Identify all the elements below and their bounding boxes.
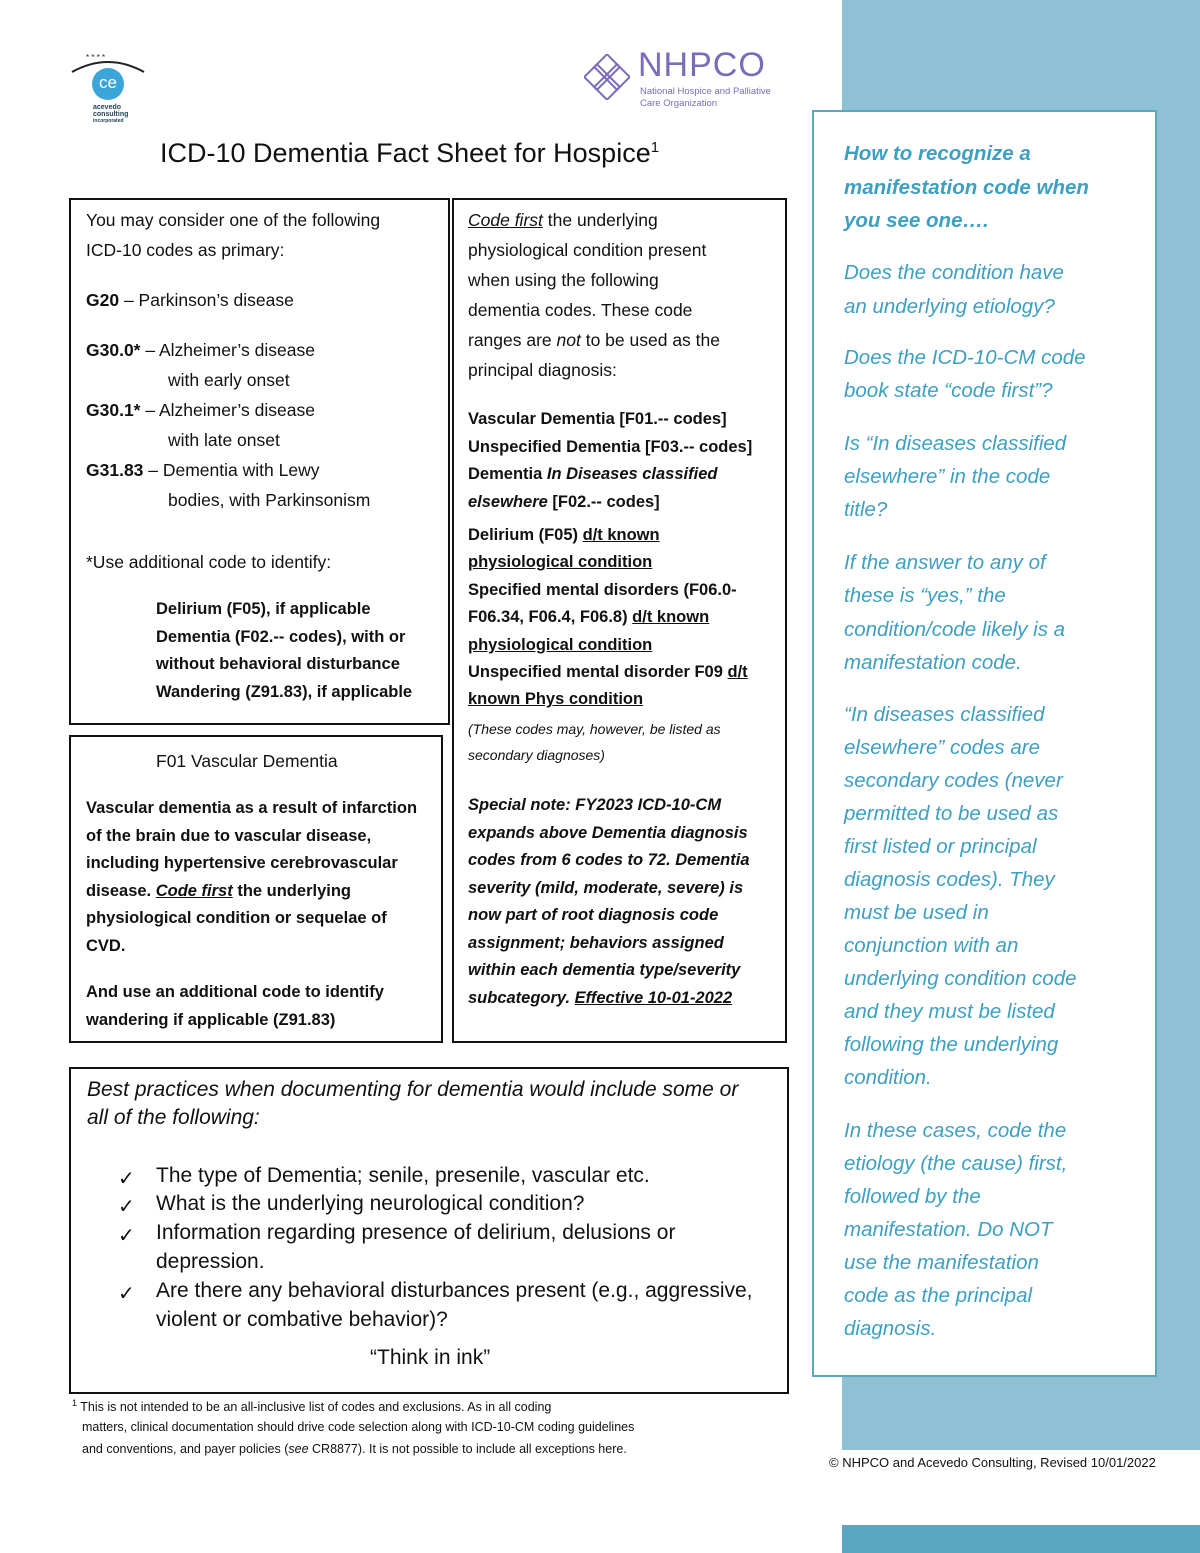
sidebar-q3a: Is “In diseases classified — [844, 432, 1067, 455]
primary-intro-1: You may consider one of the following — [86, 210, 381, 230]
footnote-line-2: matters, clinical documentation should drive code selection along with ICD-10-CM coding guidelines — [82, 1420, 635, 1434]
sidebar-e8: conjunction with an — [844, 934, 1019, 957]
sidebar-heading-1: How to recognize a — [844, 142, 1031, 165]
additional-wandering: Wandering (Z91.83), if applicable — [156, 683, 413, 701]
sidebar-band-gap — [842, 1495, 1200, 1525]
sidebar-c6: code as the principal — [844, 1284, 1033, 1307]
special-note-4: severity (mild, moderate, severe) is — [468, 879, 744, 897]
special-note-3: codes from 6 codes to 72. Dementia — [468, 851, 750, 869]
footnote-mark: 1 — [72, 1398, 78, 1408]
check-icon: ✓ — [118, 1225, 135, 1247]
sidebar-heading-3: you see one…. — [844, 209, 989, 232]
sidebar-e9: underlying condition code — [844, 967, 1077, 990]
code-g3183-desc: – Dementia with Lewy — [143, 460, 320, 480]
sidebar-e6: diagnosis codes). They — [844, 868, 1055, 891]
primary-codes-box — [69, 198, 450, 725]
sidebar-c7: diagnosis. — [844, 1317, 937, 1340]
vascular-p6: CVD. — [86, 937, 126, 955]
think-in-ink: “Think in ink” — [370, 1346, 491, 1369]
code-first-text-3: when using the following — [468, 270, 659, 290]
sidebar-q2a: Does the ICD-10-CM code — [844, 346, 1086, 369]
special-note-7: within each dementia type/severity — [468, 961, 741, 979]
sidebar-e10: and they must be listed — [844, 1000, 1055, 1023]
code-g301: G30.1* — [86, 400, 141, 420]
sidebar-e2: elsewhere” codes are — [844, 736, 1040, 759]
code-first-text-5c: to be used as the — [580, 330, 720, 350]
footnote-line-3b: see — [288, 1442, 309, 1456]
sidebar-e1: “In diseases classified — [844, 703, 1045, 726]
sidebar-a4: manifestation code. — [844, 651, 1022, 674]
dementia-other-1b: In Diseases classified — [546, 465, 718, 483]
best-practice-item-4a: Are there any behavioral disturbances present (e.g., aggressive, — [156, 1279, 753, 1302]
footnote-line-3c: CR8877). It is not possible to include all exceptions here. — [308, 1442, 627, 1456]
code-g301-desc2: with late onset — [168, 430, 280, 450]
dementia-other-1a: Dementia — [468, 465, 547, 483]
sidebar-band-lower — [842, 1378, 1200, 1450]
code-first-text-1: the underlying — [542, 210, 658, 230]
acevedo-mark: ce — [92, 68, 124, 100]
vascular-p4c: the underlying — [232, 882, 351, 900]
code-first-text-6: principal diagnosis: — [468, 360, 617, 380]
vascular-p2: of the brain due to vascular disease, — [86, 827, 372, 845]
secondary-note-2: secondary diagnoses) — [468, 747, 605, 763]
sidebar-heading-2: manifestation code when — [844, 176, 1089, 199]
additional-dementia: Dementia (F02.-- codes), with or — [156, 628, 406, 646]
sidebar-c3: followed by the — [844, 1185, 981, 1208]
code-g3183: G31.83 — [86, 460, 144, 480]
sidebar-c1: In these cases, code the — [844, 1119, 1067, 1142]
special-note-1: Special note: FY2023 ICD-10-CM — [468, 796, 722, 814]
best-practices-intro-2: all of the following: — [87, 1106, 260, 1129]
special-note-5: now part of root diagnosis code — [468, 906, 719, 924]
sidebar-q1a: Does the condition have — [844, 261, 1064, 284]
sidebar-e12: condition. — [844, 1066, 932, 1089]
nhpco-name: NHPCO — [638, 46, 766, 84]
primary-intro-2: ICD-10 codes as primary: — [86, 240, 285, 260]
unspecified-dementia-range: Unspecified Dementia [F03.-- codes] — [468, 438, 753, 456]
dementia-other-2a: elsewhere — [468, 493, 548, 511]
page-title — [160, 138, 659, 169]
code-first-box — [452, 198, 787, 1043]
check-icon: ✓ — [118, 1196, 135, 1218]
code-g300: G30.0* — [86, 340, 141, 360]
sidebar-a1: If the answer to any of — [844, 551, 1046, 574]
code-g301-desc: – Alzheimer’s disease — [140, 400, 315, 420]
sidebar-c5: use the manifestation — [844, 1251, 1039, 1274]
nhpco-sub2: Care Organization — [640, 98, 718, 109]
vascular-p8: wandering if applicable (Z91.83) — [86, 1011, 336, 1029]
acevedo-logo — [66, 48, 150, 132]
vascular-dementia-box — [69, 735, 443, 1043]
vascular-p3: including hypertensive cerebrovascular — [86, 854, 398, 872]
acevedo-name-2: consulting — [93, 111, 129, 118]
dementia-other-2b: [F02.-- codes] — [547, 493, 660, 511]
nhpco-logo — [584, 46, 804, 112]
svg-text:* * * *: * * * * — [86, 53, 106, 62]
code-g20-desc: – Parkinson’s disease — [119, 290, 294, 310]
code-first-label: Code first — [468, 210, 543, 230]
vascular-p4a: disease. — [86, 882, 156, 900]
best-practice-item-1: The type of Dementia; senile, presenile, vascular etc. — [156, 1164, 650, 1187]
title-footnote-ref: 1 — [650, 139, 660, 156]
sidebar-e5: first listed or principal — [844, 835, 1037, 858]
sidebar-a3: condition/code likely is a — [844, 618, 1066, 641]
best-practice-item-3a: Information regarding presence of delirium, delusions or — [156, 1221, 676, 1244]
delirium-1a: Delirium (F05) — [468, 526, 583, 544]
specified-mental-2b: d/t known — [632, 608, 710, 626]
sidebar-e7: must be used in — [844, 901, 989, 924]
code-first-text-2: physiological condition present — [468, 240, 707, 260]
vascular-code-first: Code first — [155, 882, 233, 900]
vascular-p7: And use an additional code to identify — [86, 983, 384, 1001]
page-title-text: ICD-10 Dementia Fact Sheet for Hospice — [160, 138, 651, 168]
additional-delirium: Delirium (F05), if applicable — [156, 600, 371, 618]
best-practice-item-2: What is the underlying neurological condition? — [156, 1192, 585, 1215]
check-icon: ✓ — [118, 1283, 135, 1305]
vascular-heading: F01 Vascular Dementia — [156, 751, 338, 771]
sidebar-e3: secondary codes (never — [844, 769, 1063, 792]
sidebar-q3b: elsewhere” in the code — [844, 465, 1051, 488]
secondary-note-1: (These codes may, however, be listed as — [468, 721, 721, 737]
code-g300-desc2: with early onset — [168, 370, 290, 390]
sidebar-c4: manifestation. Do NOT — [844, 1218, 1053, 1241]
nhpco-sub1: National Hospice and Palliative — [640, 86, 771, 97]
vascular-dementia-range: Vascular Dementia [F01.-- codes] — [468, 410, 727, 428]
delirium-2: physiological condition — [468, 553, 653, 571]
code-g300-desc: – Alzheimer’s disease — [140, 340, 315, 360]
sidebar-e4: permitted to be used as — [844, 802, 1059, 825]
effective-date: Effective 10-01-2022 — [574, 989, 733, 1007]
check-icon: ✓ — [118, 1168, 135, 1190]
best-practice-item-4b: violent or combative behavior)? — [156, 1308, 448, 1331]
specified-mental-1: Specified mental disorders (F06.0- — [468, 581, 737, 599]
sidebar-band-bottom — [842, 1525, 1200, 1553]
nhpco-flower-icon — [584, 54, 630, 100]
acevedo-name-1: acevedo — [93, 104, 122, 111]
sidebar-a2: these is “yes,” the — [844, 584, 1006, 607]
additional-code-note: *Use additional code to identify: — [86, 552, 332, 572]
best-practice-item-3b: depression. — [156, 1250, 265, 1273]
code-first-text-5a: ranges are — [468, 330, 557, 350]
additional-behavior: without behavioral disturbance — [156, 655, 400, 673]
acevedo-name-3: incorporated — [93, 118, 124, 124]
special-note-2: expands above Dementia diagnosis — [468, 824, 748, 842]
code-first-text-5b: not — [556, 330, 581, 350]
code-first-text-4: dementia codes. These code — [468, 300, 693, 320]
code-g3183-desc2: bodies, with Parkinsonism — [168, 490, 371, 510]
sidebar-q2b: book state “code first”? — [844, 379, 1053, 402]
copyright: © NHPCO and Acevedo Consulting, Revised 10/01/2022 — [829, 1455, 1156, 1470]
sidebar-e11: following the underlying — [844, 1033, 1059, 1056]
unspecified-mental-1a: Unspecified mental disorder F09 — [468, 663, 728, 681]
sidebar-c2: etiology (the cause) first, — [844, 1152, 1068, 1175]
code-g20: G20 — [86, 290, 120, 310]
vascular-p1: Vascular dementia as a result of infarction — [86, 799, 418, 817]
footnote-line-1: This is not intended to be an all-inclusive list of codes and exclusions. As in all coding — [77, 1400, 552, 1415]
specified-mental-2a: F06.34, F06.4, F06.8) — [468, 608, 633, 626]
unspecified-mental-1b: d/t — [727, 663, 748, 681]
delirium-1b: d/t known — [582, 526, 660, 544]
sidebar-q3c: title? — [844, 498, 888, 521]
best-practices-intro-1: Best practices when documenting for dementia would include some or — [87, 1078, 739, 1101]
unspecified-mental-2: known Phys condition — [468, 690, 644, 708]
special-note-6: assignment; behaviors assigned — [468, 934, 724, 952]
sidebar-q1b: an underlying etiology? — [844, 295, 1055, 318]
special-note-8a: subcategory. — [468, 989, 575, 1007]
vascular-p5: physiological condition or sequelae of — [86, 909, 387, 927]
footnote-line-3a: and conventions, and payer policies ( — [82, 1442, 289, 1456]
specified-mental-3: physiological condition — [468, 636, 653, 654]
